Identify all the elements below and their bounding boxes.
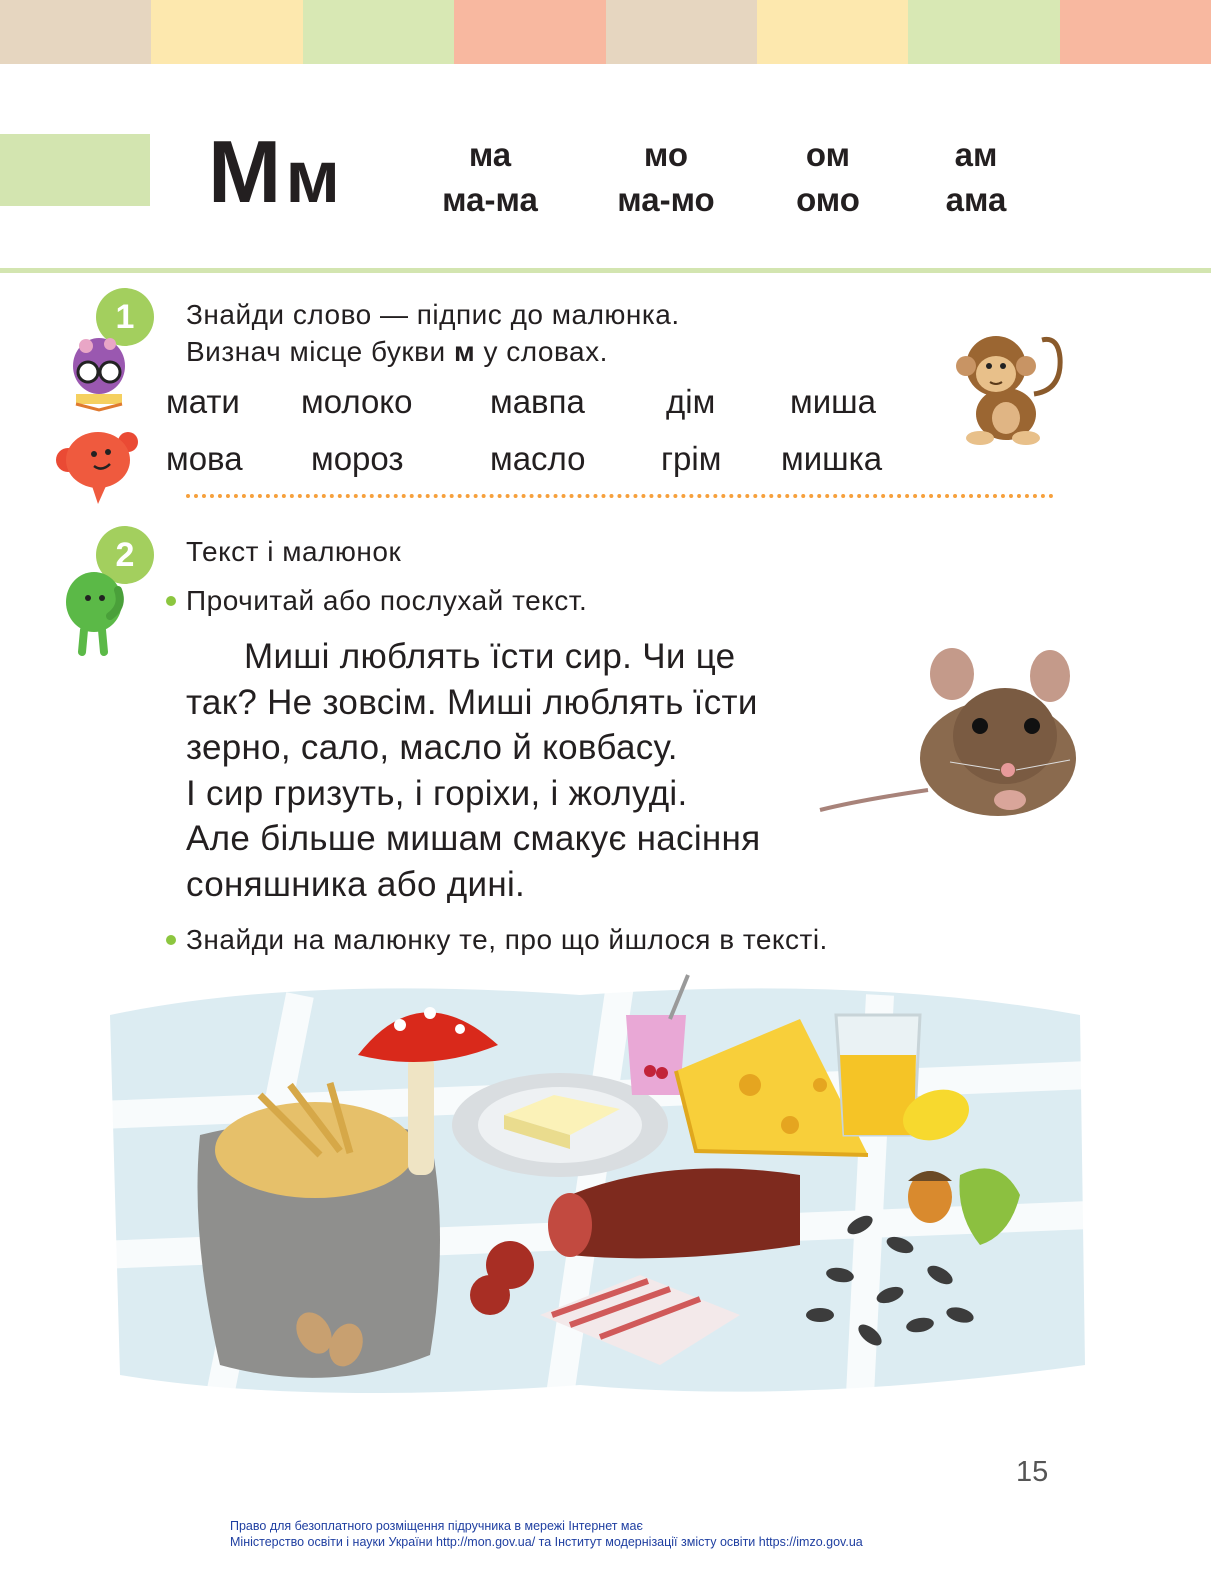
word-item: миша — [790, 383, 876, 420]
syllable-group — [886, 132, 1066, 222]
story-line: так? Не зовсім. Миші люблять їсти — [186, 682, 758, 722]
strip-block — [0, 0, 151, 64]
word-item: мавпа — [490, 383, 585, 420]
syllable-top: ом — [805, 136, 851, 173]
strip-block — [1060, 0, 1211, 64]
task2-title: Текст і малюнок — [186, 536, 402, 567]
green-character-icon — [62, 566, 130, 656]
syllable-bottom: омо — [796, 181, 860, 218]
syllable-bottom: ма-ма — [442, 181, 538, 218]
top-color-strip — [0, 0, 1211, 64]
red-character-icon — [54, 420, 138, 508]
strip-block — [151, 0, 302, 64]
task-number-badge: 2 — [96, 526, 154, 584]
strip-block — [606, 0, 757, 64]
word-item: масло — [490, 440, 586, 477]
acorn-icon — [908, 1171, 952, 1223]
story-line: зерно, сало, масло й ковбасу. — [186, 728, 678, 767]
story-line: Миші люблять їсти сир. Чи це — [244, 637, 736, 676]
syllable-group — [400, 132, 580, 222]
task1-instruction-1: Знайди слово — підпис до малюнка. — [186, 299, 680, 330]
story-line: соняшника або дині. — [186, 864, 526, 904]
task-number-badge: 1 — [96, 288, 154, 346]
purple-character-icon — [64, 328, 134, 418]
strip-block — [454, 0, 605, 64]
footer-line: Право для безоплатного розміщення підручника в мережі Інтернет має — [230, 1519, 643, 1533]
page-number: 15 — [1016, 1456, 1049, 1488]
word-item: мова — [166, 440, 243, 477]
word-item: мороз — [311, 440, 404, 477]
task2-instruction-1: Прочитай або послухай текст. — [186, 585, 588, 616]
task2-instruction-2: Знайди на малюнку те, про що йшлося в тексті. — [186, 924, 828, 955]
bullet-dot — [166, 596, 176, 606]
letter-upper: М — [208, 122, 280, 221]
strip-block — [908, 0, 1059, 64]
syllable-bottom: ма-мо — [617, 181, 715, 218]
word-item: мишка — [781, 440, 883, 477]
dotted-divider — [186, 494, 1054, 498]
story-line: І сир гризуть, і горіхи, і жолуді. — [186, 773, 688, 813]
letter-lower: м — [285, 135, 339, 218]
food-illustration — [100, 975, 1090, 1405]
letter-title — [208, 122, 339, 221]
syllable-group — [576, 132, 756, 222]
strip-block — [303, 0, 454, 64]
word-item: молоко — [301, 383, 413, 420]
task1-instruction-2 — [186, 333, 608, 371]
monkey-illustration — [950, 328, 1072, 450]
story-line: Але більше мишам смакує насіння — [186, 819, 761, 858]
strip-block — [757, 0, 908, 64]
header-divider — [0, 268, 1211, 273]
word-item: дім — [666, 383, 716, 420]
bullet-dot — [166, 935, 176, 945]
syllable-top: мо — [643, 136, 689, 173]
word-item: мати — [166, 383, 240, 420]
word-item: грім — [661, 440, 722, 477]
instruction-bold-letter: м — [453, 336, 476, 367]
syllable-top: ам — [954, 136, 998, 173]
syllable-bottom: ама — [945, 181, 1007, 218]
syllable-top: ма — [468, 136, 512, 173]
instruction-text: у словах. — [475, 336, 608, 367]
mouse-photo — [820, 640, 1080, 840]
footer-line: Міністерство освіти і науки України http://mon.gov.ua/ та Інститут модернізації змісту освіти https://imzo.gov.ua — [230, 1535, 863, 1549]
instruction-text: Визнач місце букви — [186, 336, 454, 367]
story-text — [186, 634, 826, 907]
footer-copyright — [230, 1518, 863, 1550]
header-tab — [0, 134, 150, 206]
